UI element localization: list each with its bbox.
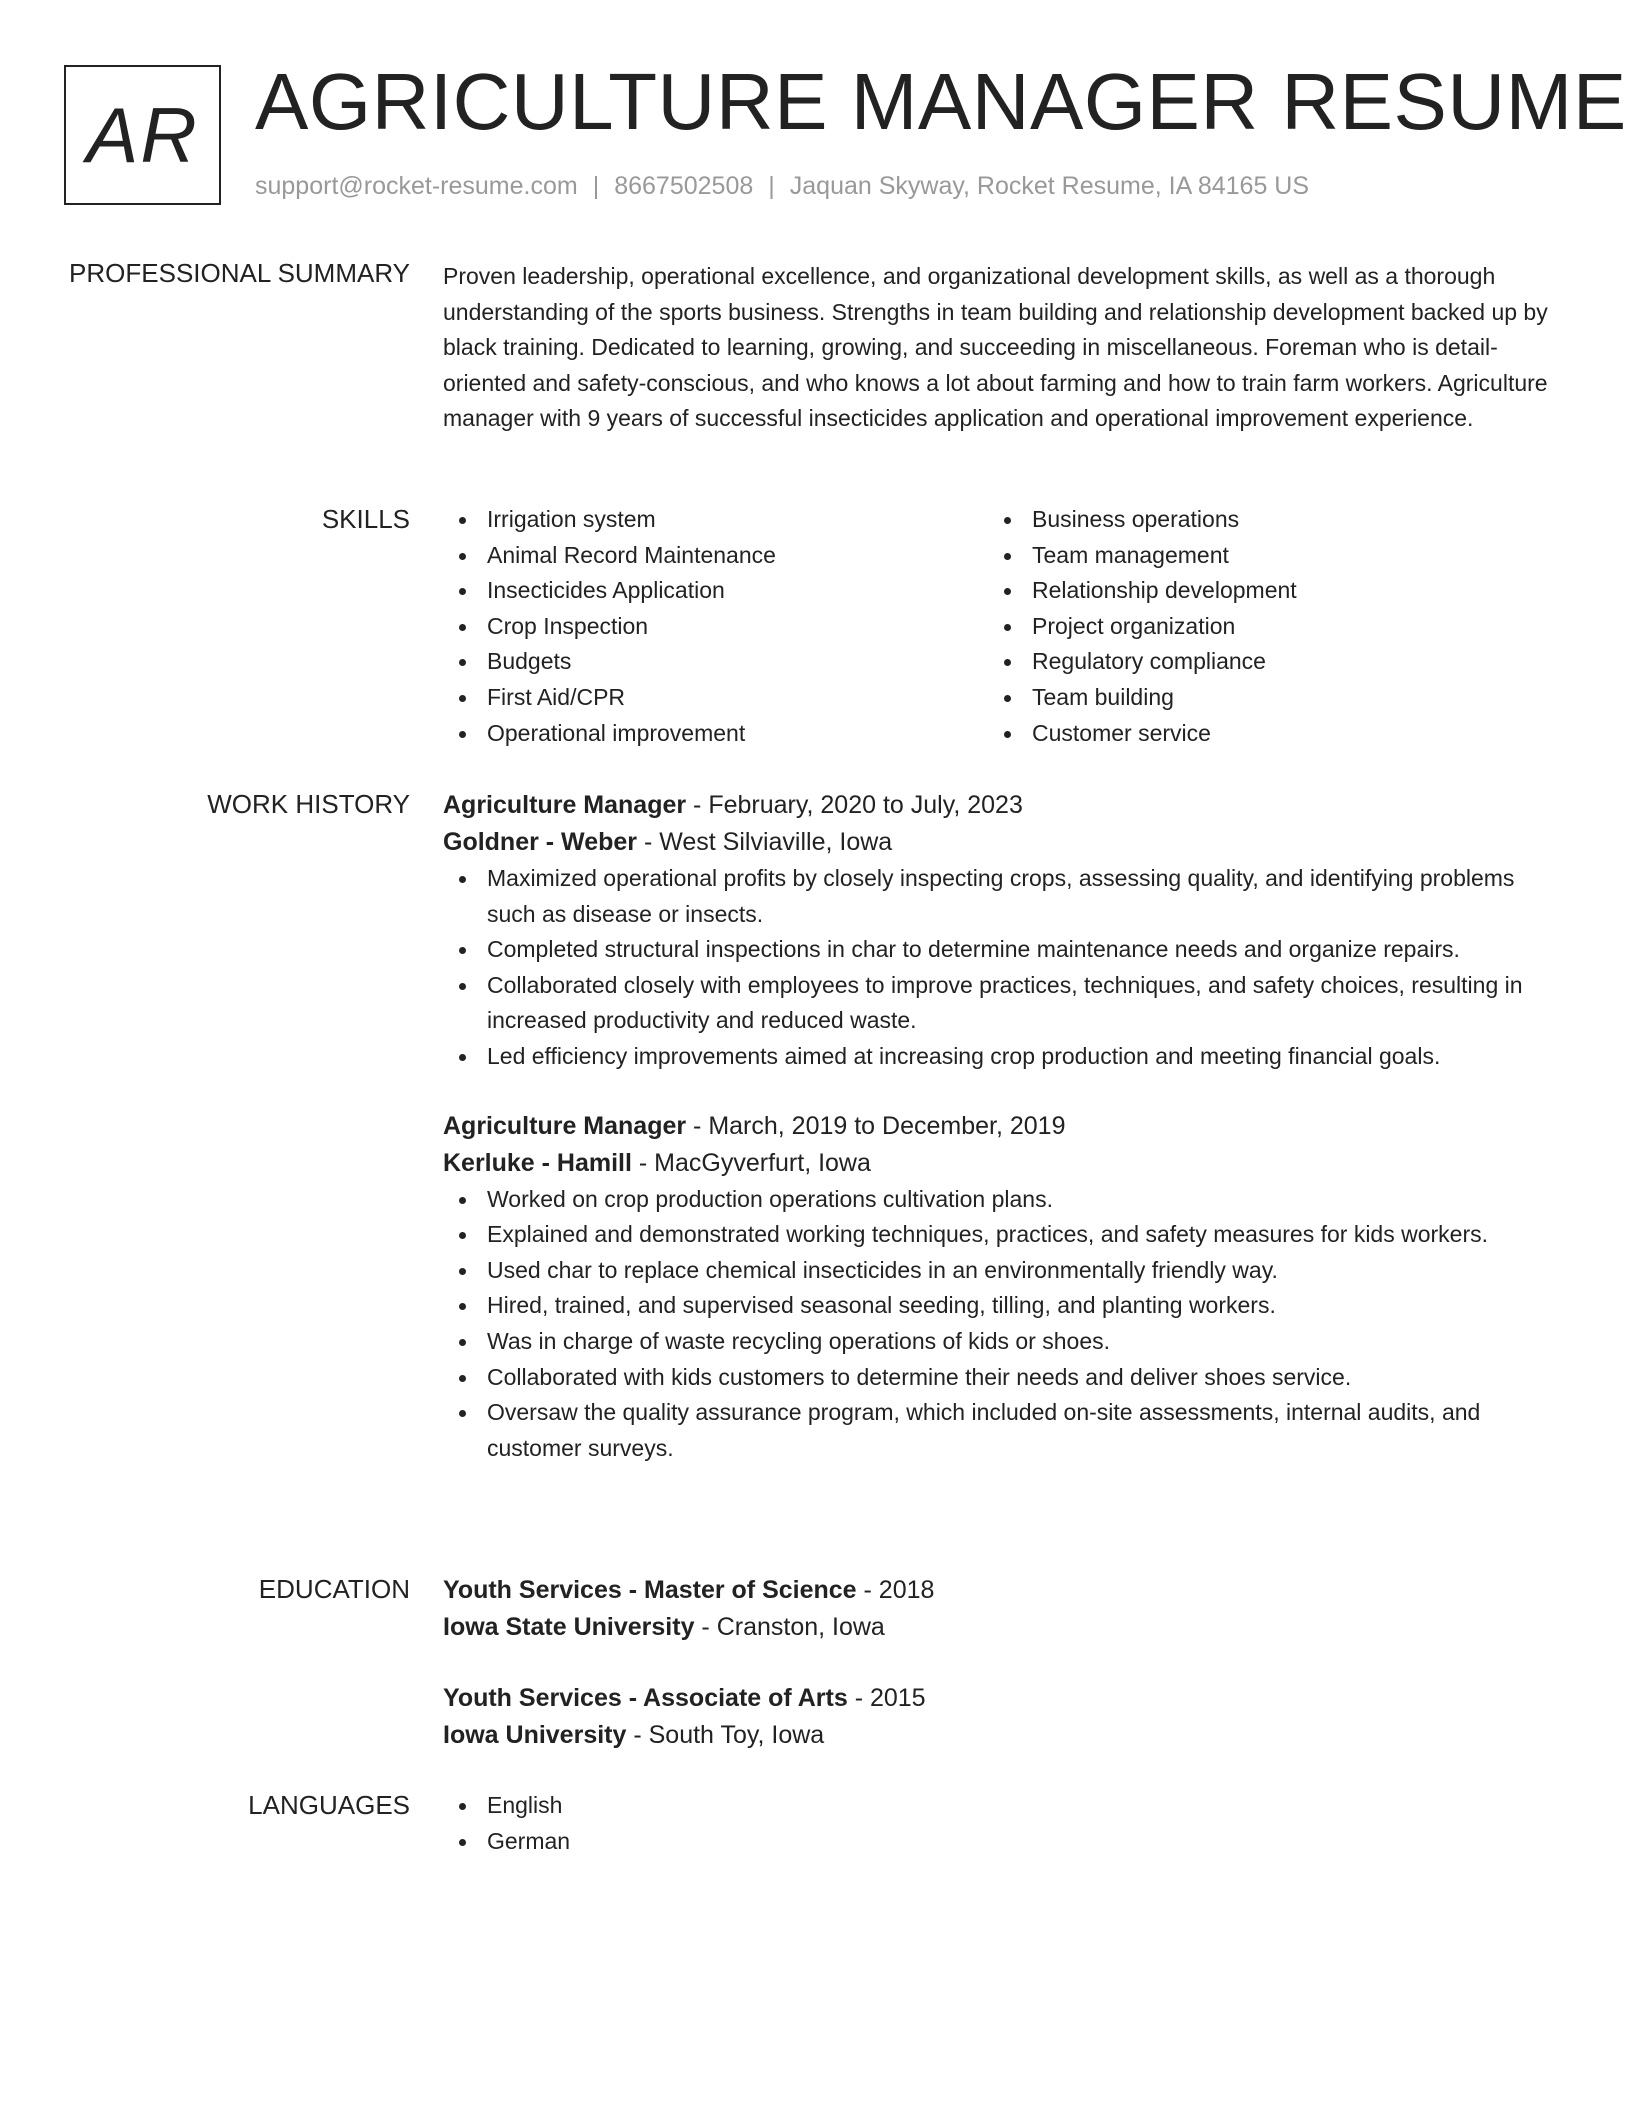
job-duty: Led efficiency improvements aimed at increasing crop production and meeting financial goals. [443, 1039, 1553, 1075]
job-duty: Explained and demonstrated working techniques, practices, and safety measures for kids workers. [443, 1217, 1553, 1253]
degree-line [443, 1572, 1553, 1609]
degree-line [443, 1680, 1553, 1717]
skill-item: Business operations [988, 502, 1533, 538]
language-item: English [443, 1788, 1553, 1824]
language-item: German [443, 1824, 1553, 1860]
contact-line [255, 172, 1309, 201]
job-title-line [443, 1108, 1553, 1145]
skills-list-left [443, 502, 988, 751]
skill-item: Crop Inspection [443, 609, 988, 645]
skill-item: Budgets [443, 644, 988, 680]
job-title: Agriculture Manager [443, 791, 687, 819]
skill-item: Customer service [988, 716, 1533, 752]
school: Iowa State University [443, 1613, 695, 1641]
job-company: Kerluke - Hamill [443, 1148, 632, 1177]
degree: Youth Services - Master of Science [443, 1576, 857, 1604]
job-location: - West Silviaville, Iowa [637, 828, 893, 856]
languages-list [443, 1788, 1553, 1859]
education-entry [443, 1572, 1553, 1646]
section-label-languages: LANGUAGES [248, 1790, 410, 1820]
job-duty: Worked on crop production operations cultivation plans. [443, 1182, 1553, 1218]
job-duty: Collaborated with kids customers to determine their needs and deliver shoes service. [443, 1360, 1553, 1396]
job-duty: Was in charge of waste recycling operations of kids or shoes. [443, 1324, 1553, 1360]
job-company-line [443, 824, 1553, 861]
contact-email[interactable]: support@rocket-resume.com [255, 172, 578, 200]
summary-text: Proven leadership, operational excellence, and organizational development skills, as well as a thorough understanding of the sports business. Strengths in team building and relationship development backed up by black training. Dedicated to learning, growing, and succeeding in miscellaneous. Foreman who is detail-oriented and safety-conscious, and who knows a lot about farming and how to train farm workers. Agriculture manager with 9 years of successful insecticides application and operational improvement experience. [443, 263, 1548, 432]
school-line [443, 1609, 1553, 1646]
skill-item: Team building [988, 680, 1533, 716]
contact-separator: | [768, 172, 775, 200]
contact-phone[interactable]: 8667502508 [614, 172, 754, 200]
contact-separator: | [592, 172, 600, 200]
job-duty: Hired, trained, and supervised seasonal seeding, tilling, and planting workers. [443, 1288, 1553, 1324]
job-duty: Oversaw the quality assurance program, which included on-site assessments, internal audits, and customer surveys. [443, 1395, 1553, 1466]
skill-item: Animal Record Maintenance [443, 538, 988, 574]
job-duty: Completed structural inspections in char to determine maintenance needs and organize repairs. [443, 932, 1553, 968]
job-duties-list [443, 861, 1553, 1075]
degree-year: - 2018 [856, 1576, 935, 1604]
job-duties-list [443, 1182, 1553, 1467]
education-entry [443, 1680, 1553, 1754]
job-dates: - March, 2019 to December, 2019 [686, 1111, 1066, 1140]
job-location: - MacGyverfurt, Iowa [631, 1148, 871, 1177]
skill-item: Team management [988, 538, 1533, 574]
monogram-logo: AR [64, 65, 221, 205]
contact-address: Jaquan Skyway, Rocket Resume, IA 84165 US [789, 172, 1310, 200]
job-title-line [443, 787, 1553, 824]
degree: Youth Services - Associate of Arts [443, 1684, 848, 1712]
job-company: Goldner - Weber [443, 828, 638, 856]
skill-item: Regulatory compliance [988, 644, 1533, 680]
job-duty: Used char to replace chemical insecticides in an environmentally friendly way. [443, 1253, 1553, 1289]
degree-year: - 2015 [847, 1684, 926, 1712]
skill-item: Relationship development [988, 573, 1533, 609]
section-label-education: EDUCATION [258, 1574, 410, 1604]
skill-item: Irrigation system [443, 502, 988, 538]
skill-item: First Aid/CPR [443, 680, 988, 716]
school: Iowa University [443, 1721, 627, 1749]
skills-list-right [988, 502, 1533, 751]
section-label-work-history: WORK HISTORY [207, 789, 410, 819]
skill-item: Project organization [988, 609, 1533, 645]
school-location: - Cranston, Iowa [694, 1613, 885, 1641]
school-line [443, 1717, 1553, 1754]
page-title: AGRICULTURE MANAGER RESUME [255, 57, 1627, 146]
section-label-skills: SKILLS [321, 504, 410, 534]
job-duty: Maximized operational profits by closely inspecting crops, assessing quality, and identifying problems such as disease or insects. [443, 861, 1553, 932]
skill-item: Insecticides Application [443, 573, 988, 609]
job-duty: Collaborated closely with employees to improve practices, techniques, and safety choices, resulting in increased productivity and reduced waste. [443, 968, 1553, 1039]
skill-item: Operational improvement [443, 716, 988, 752]
job-dates: - February, 2020 to July, 2023 [686, 791, 1023, 819]
job-company-line [443, 1145, 1553, 1182]
section-label-summary: PROFESSIONAL SUMMARY [69, 258, 410, 288]
job-entry [443, 1108, 1553, 1467]
school-location: - South Toy, Iowa [626, 1721, 825, 1749]
job-title: Agriculture Manager [443, 1111, 687, 1140]
job-entry [443, 787, 1553, 1075]
